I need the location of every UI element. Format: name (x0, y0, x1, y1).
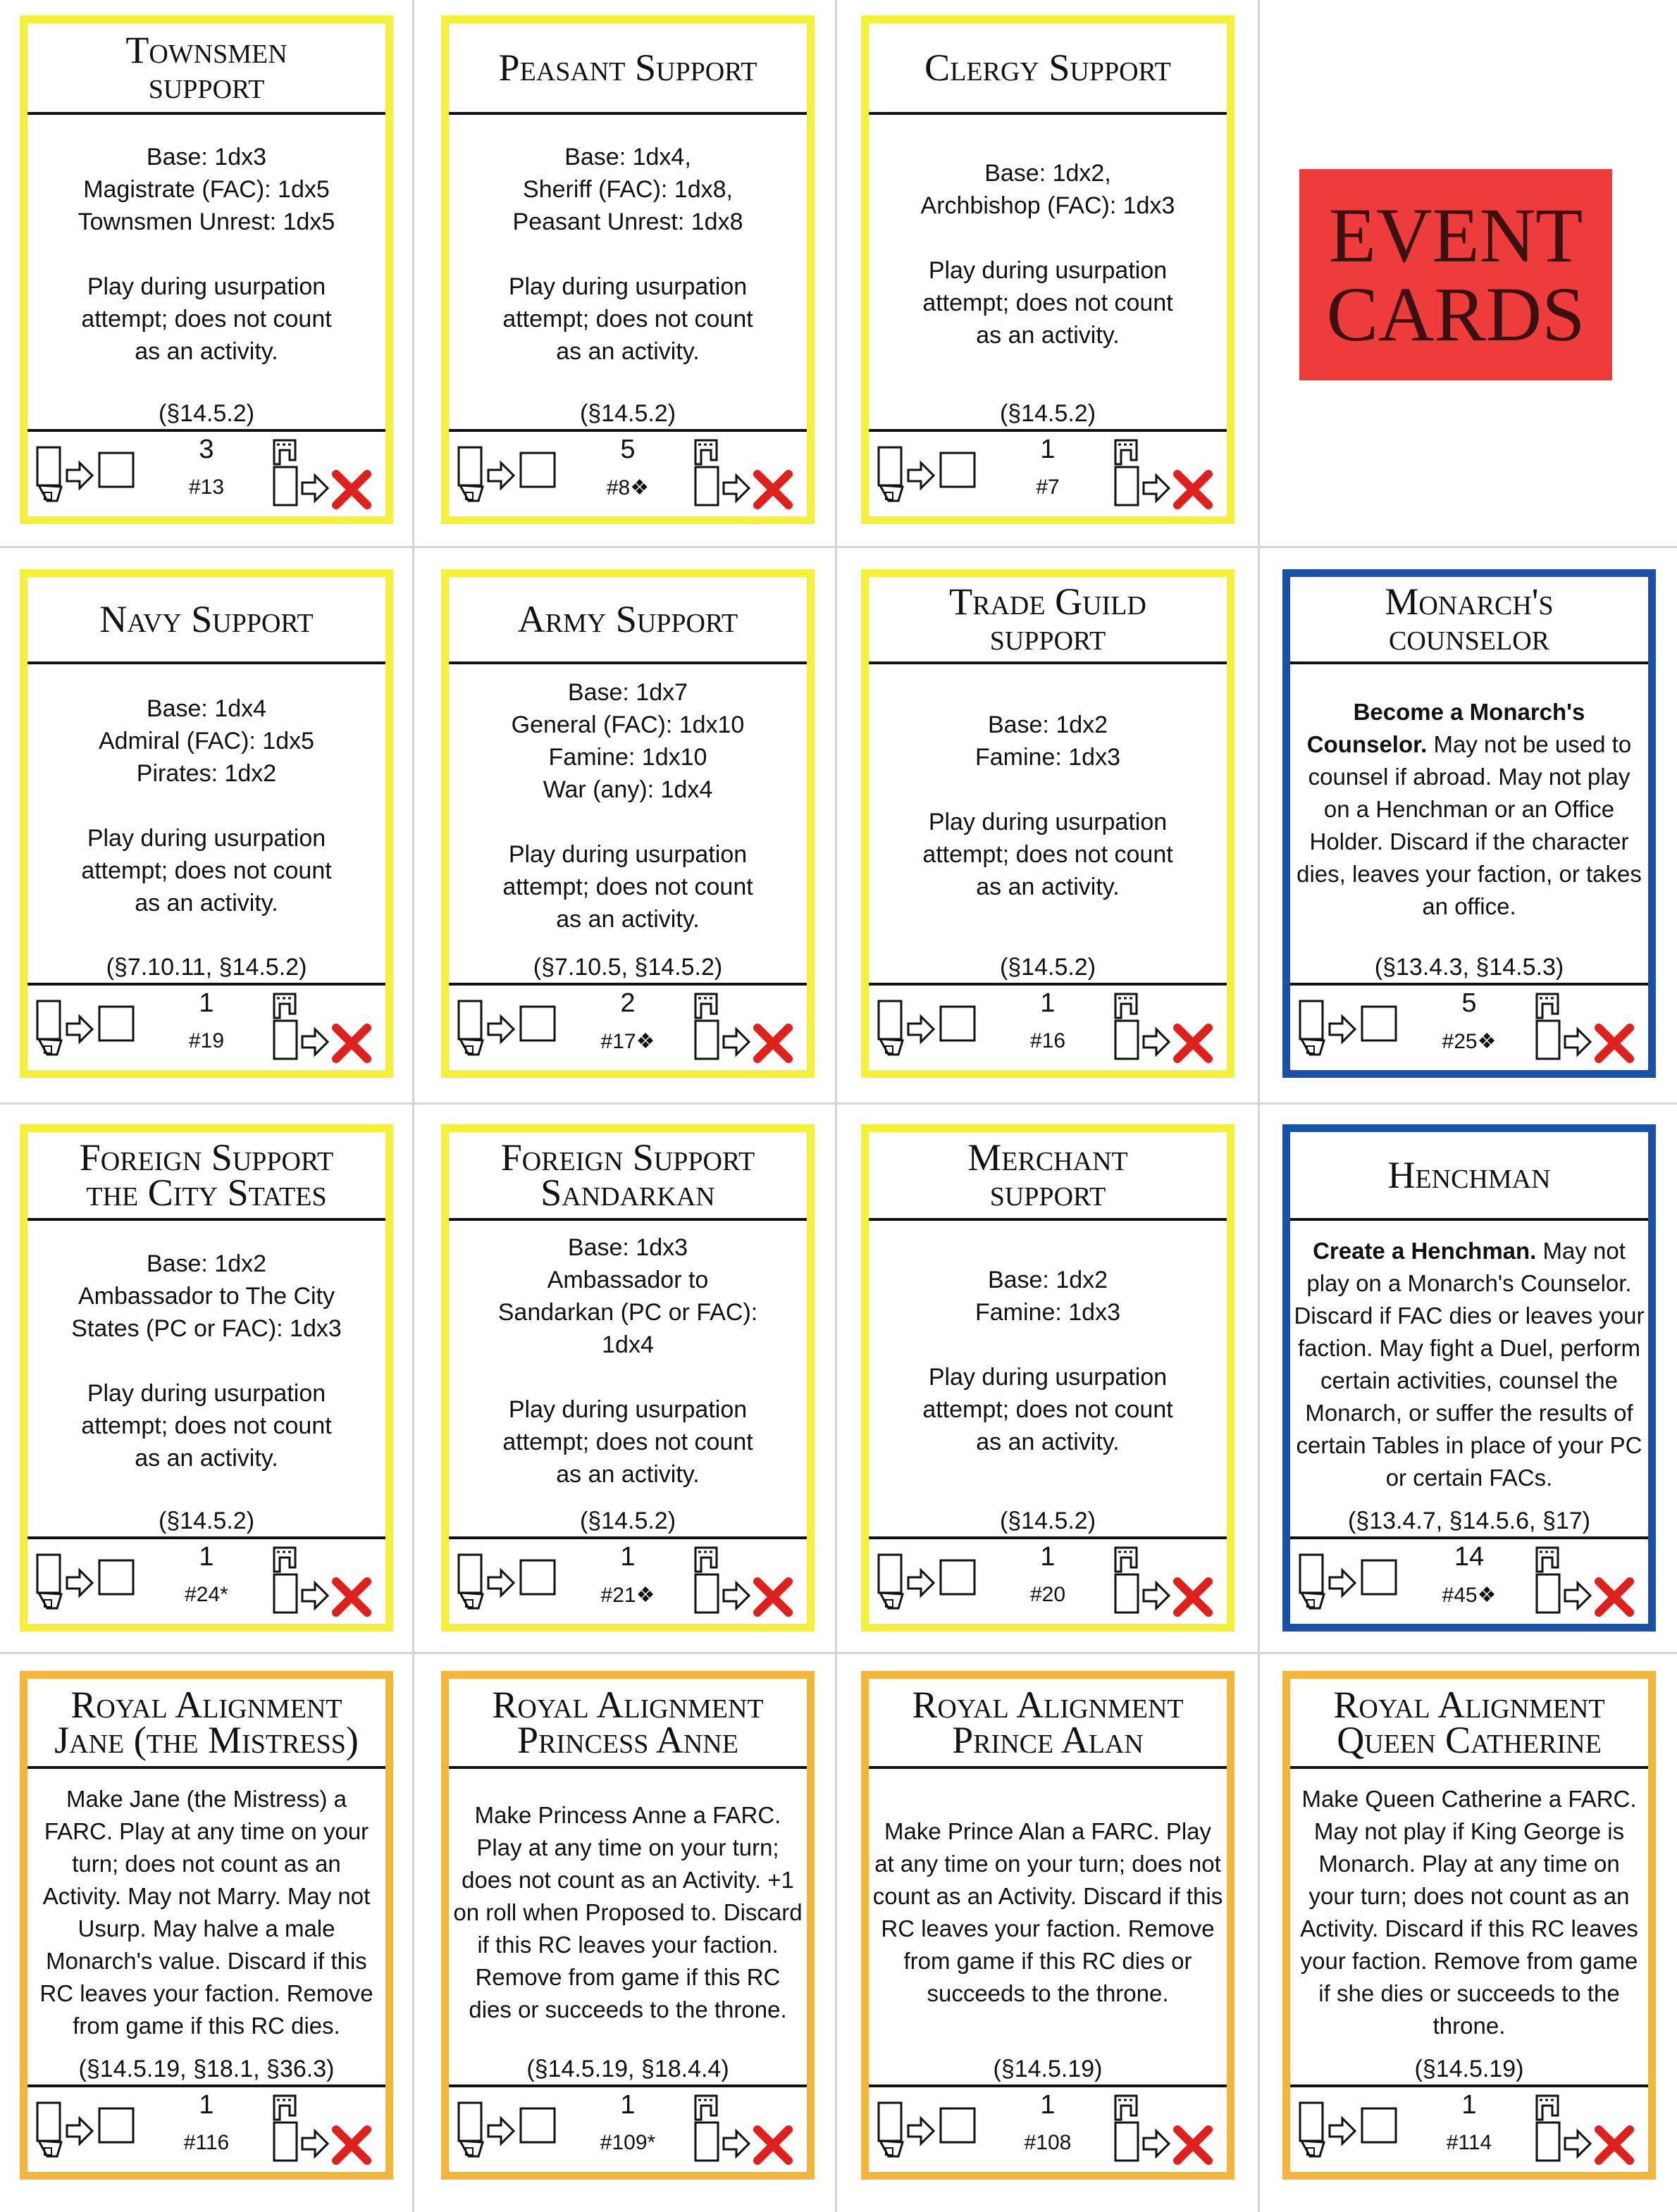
card-body (452, 1224, 804, 1498)
cut-line (1258, 0, 1260, 2212)
card-reference: (§14.5.2) (158, 1508, 255, 1534)
event-card (20, 1671, 393, 2180)
card-number: #45❖ (1442, 1584, 1497, 1607)
cut-line (0, 546, 1677, 548)
card-number: #17❖ (600, 1030, 655, 1053)
card-count: 14 (1454, 1542, 1485, 1572)
card-footer (449, 2084, 807, 2172)
card-title-line: Royal Alignment (912, 1684, 1184, 1726)
event-card (861, 1124, 1234, 1632)
card-title (449, 23, 807, 115)
card-reference: (§14.5.2) (999, 400, 1096, 427)
card-text: May not play on a Monarch's Counselor. Discard if FAC dies or leaves your faction. May fight a Duel, perform certain activities, counsel the Monarch, or suffer the results of certain Tables in place of your PC or certain FACs. (1294, 1238, 1645, 1491)
event-card (20, 569, 393, 1078)
event-card (441, 15, 815, 524)
discard-card-icon (1533, 1543, 1638, 1617)
card-body (1293, 667, 1645, 952)
card-text: Make Prince Alan a FARC. Play at any time on your turn; does not count as an Activity. Discard if this RC leaves your faction. Remove from game if this RC dies or succeeds to the throne. (872, 1818, 1223, 2006)
card-reference: (§14.5.19, §18.4.4) (526, 2056, 729, 2082)
card-number: #16 (1029, 1029, 1066, 1052)
event-card (441, 1124, 815, 1632)
card-footer (1290, 2084, 1648, 2172)
event-cards-line2: CARDS (1326, 271, 1585, 357)
discard-card-icon (1533, 990, 1638, 1063)
card-text: Base: 1dx2, Archbishop (FAC): 1dx3 (920, 160, 1175, 219)
card-title (1290, 1132, 1648, 1221)
card-title-line: Prince Alan (952, 1719, 1144, 1761)
card-title-line: the City States (86, 1172, 327, 1214)
card-text: Play during usurpation attempt; does not count as an activity. (502, 1396, 753, 1488)
card-text: Play during usurpation attempt; does not count as an activity. (81, 825, 332, 917)
card-title (1290, 1679, 1648, 1769)
card-body (30, 1772, 383, 2053)
card-title-line: Royal Alignment (1333, 1684, 1605, 1726)
card-title-line: Army Support (517, 598, 738, 640)
discard-card-icon (270, 1543, 376, 1617)
card-title (27, 1132, 385, 1221)
card-title (27, 577, 385, 664)
card-count: 1 (620, 2090, 636, 2120)
event-card (20, 15, 393, 524)
card-text: Base: 1dx2 Famine: 1dx3 (975, 1267, 1120, 1326)
card-title-line: Merchant (967, 1136, 1128, 1179)
card-count: 1 (1040, 2090, 1056, 2120)
event-card (20, 1124, 393, 1632)
card-text: Base: 1dx4 Admiral (FAC): 1dx5 Pirates: 1dx2 (98, 695, 315, 787)
card-footer (1290, 983, 1648, 1070)
discard-card-icon (691, 990, 797, 1063)
cut-line (412, 0, 414, 2212)
event-cards-line1: EVENT (1328, 192, 1583, 278)
card-count: 5 (620, 435, 636, 464)
card-title (27, 1679, 385, 1769)
event-card (441, 1671, 815, 2180)
card-body (30, 1224, 383, 1498)
card-number: #24* (185, 1583, 228, 1606)
card-title-line: Jane (the Mistress) (54, 1719, 359, 1761)
discard-card-icon (270, 436, 376, 509)
card-footer (1290, 1536, 1648, 1624)
card-number: #13 (188, 476, 225, 499)
card-title-line: counselor (1388, 616, 1550, 658)
discard-card-icon (1111, 990, 1217, 1063)
card-reference: (§14.5.19, §18.1, §36.3) (78, 2056, 335, 2082)
card-footer (869, 429, 1227, 516)
event-card (1282, 1671, 1656, 2180)
card-number: #21❖ (600, 1584, 655, 1607)
card-text: Base: 1dx3 Magistrate (FAC): 1dx5 Townsmen Unrest: 1dx5 (78, 144, 335, 235)
card-footer (27, 429, 385, 516)
event-card (441, 569, 815, 1078)
card-body (872, 667, 1224, 945)
card-footer (27, 2084, 385, 2172)
card-count: 1 (199, 2090, 214, 2120)
card-text: Play during usurpation attempt; does not count as an activity. (502, 273, 753, 365)
card-text: Base: 1dx7 General (FAC): 1dx10 Famine: 1dx10 War (any): 1dx4 (511, 679, 745, 803)
cut-line (0, 1102, 1677, 1105)
card-text: Play during usurpation attempt; does not count as an activity. (922, 809, 1173, 900)
card-reference: (§14.5.2) (579, 1508, 676, 1534)
card-number: #114 (1446, 2131, 1492, 2154)
card-count: 3 (199, 435, 214, 464)
card-title-line: Royal Alignment (70, 1684, 342, 1726)
card-body (1293, 1224, 1645, 1505)
card-reference: (§13.4.7, §14.5.6, §17) (1347, 1508, 1591, 1534)
card-reference: (§14.5.2) (999, 1508, 1096, 1534)
card-footer (869, 1536, 1227, 1624)
card-body (1293, 1772, 1645, 2053)
card-text: Base: 1dx3 Ambassador to Sandarkan (PC or FAC): 1dx4 (497, 1234, 758, 1358)
card-title-line: Royal Alignment (492, 1684, 764, 1726)
card-body (30, 118, 383, 391)
card-title-line: Foreign Support (500, 1136, 755, 1179)
card-title-line: Navy Support (99, 598, 314, 640)
card-body (872, 118, 1224, 391)
card-title-line: Clergy Support (924, 46, 1171, 89)
card-number: #8❖ (606, 476, 650, 499)
event-cards-header (1299, 169, 1612, 380)
card-title (869, 577, 1227, 664)
card-footer (449, 983, 807, 1070)
card-text: Base: 1dx2 Famine: 1dx3 (975, 712, 1120, 771)
event-card (1282, 1124, 1656, 1632)
card-lead: Become a Monarch's Counselor. (1306, 699, 1585, 757)
card-title (869, 1679, 1227, 1769)
card-title-line: Princess Anne (517, 1719, 738, 1761)
discard-card-icon (691, 2092, 797, 2165)
card-number: #25❖ (1442, 1030, 1497, 1053)
discard-card-icon (270, 990, 376, 1063)
discard-card-icon (1111, 1543, 1217, 1617)
card-number: #109* (600, 2131, 656, 2154)
card-number: #7 (1036, 476, 1060, 499)
card-reference: (§7.10.5, §14.5.2) (533, 954, 723, 981)
card-count: 5 (1461, 988, 1477, 1018)
card-title (869, 23, 1227, 115)
card-footer (869, 2084, 1227, 2172)
card-title (449, 1132, 807, 1221)
card-title-line: Foreign Support (79, 1136, 334, 1179)
card-number: #19 (188, 1029, 225, 1052)
card-text: May not be used to counsel if abroad. May not play on a Henchman or an Office Holder. Discard if the character dies, leaves your faction, or takes an office. (1297, 731, 1642, 919)
card-count: 1 (1040, 988, 1056, 1018)
card-reference: (§7.10.11, §14.5.2) (106, 954, 307, 981)
discard-card-icon (1533, 2092, 1638, 2165)
card-text: Play during usurpation attempt; does not count as an activity. (502, 841, 753, 933)
card-title (1290, 577, 1648, 664)
card-text: Make Queen Catherine a FARC. May not play if King George is Monarch. Play at any time on your turn; does not count as an Activity. Discard if this RC leaves your faction. Remove from game if she dies or succeeds to the throne. (1300, 1786, 1638, 2039)
card-title-line: support (148, 64, 265, 106)
card-number: #108 (1024, 2131, 1072, 2154)
card-count: 1 (1461, 2090, 1477, 2120)
card-title-line: support (989, 1172, 1106, 1214)
card-footer (27, 983, 385, 1070)
discard-card-icon (691, 436, 797, 509)
card-reference: (§14.5.2) (579, 400, 676, 427)
card-count: 1 (620, 1542, 636, 1572)
cut-line (0, 1652, 1677, 1654)
card-body (452, 118, 804, 391)
cut-line (835, 0, 837, 2212)
card-text: Play during usurpation attempt; does not count as an activity. (81, 273, 332, 365)
card-title-line: support (989, 616, 1106, 658)
card-title-line: Henchman (1387, 1154, 1551, 1196)
discard-card-icon (1111, 2092, 1217, 2165)
discard-card-icon (691, 1543, 797, 1617)
card-count: 1 (1040, 1542, 1056, 1572)
card-text: Make Jane (the Mistress) a FARC. Play at any time on your turn; does not count as an Activity. May not Marry. May not Usurp. May halve a male Monarch's value. Discard if this RC leaves your faction. Remove from game if this RC dies. (39, 1786, 373, 2039)
card-title-line: Trade Guild (949, 580, 1146, 623)
discard-card-icon (1111, 436, 1217, 509)
card-body (872, 1224, 1224, 1498)
card-title (449, 577, 807, 664)
card-title (869, 1132, 1227, 1221)
event-card (861, 569, 1234, 1078)
card-footer (869, 983, 1227, 1070)
card-reference: (§14.5.19) (993, 2056, 1103, 2082)
card-number: #20 (1029, 1583, 1066, 1606)
card-text: Make Princess Anne a FARC. Play at any time on your turn; does not count as an Activity. +1 on roll when Proposed to. Discard if this RC leaves your faction. Remove from game if this RC dies or succeeds to the throne. (453, 1802, 803, 2023)
card-count: 1 (1040, 435, 1056, 464)
card-title-line: Peasant Support (498, 46, 757, 89)
card-number: #116 (183, 2131, 230, 2154)
card-text: Play during usurpation attempt; does not count as an activity. (922, 1364, 1173, 1455)
card-body (452, 667, 804, 945)
card-lead: Create a Henchman. (1313, 1238, 1537, 1264)
discard-card-icon (270, 2092, 376, 2165)
card-title (27, 23, 385, 115)
event-card (861, 1671, 1234, 2180)
card-reference: (§14.5.2) (999, 954, 1096, 981)
card-title-line: Sandarkan (540, 1172, 715, 1214)
card-footer (449, 1536, 807, 1624)
card-reference: (§13.4.3, §14.5.3) (1374, 954, 1564, 981)
card-reference: (§14.5.2) (158, 400, 255, 427)
card-title-line: Townsmen (125, 29, 287, 71)
card-footer (27, 1536, 385, 1624)
card-count: 1 (199, 1542, 214, 1572)
card-body (30, 667, 383, 945)
card-count: 1 (199, 988, 214, 1018)
card-text: Base: 1dx2 Ambassador to The City States (PC or FAC): 1dx3 (71, 1250, 342, 1342)
event-card (861, 15, 1234, 524)
card-text: Base: 1dx4, Sheriff (FAC): 1dx8, Peasant Unrest: 1dx8 (512, 144, 743, 235)
card-reference: (§14.5.19) (1414, 2056, 1524, 2082)
card-title (449, 1679, 807, 1769)
card-count: 2 (620, 988, 636, 1018)
card-body (452, 1772, 804, 2053)
card-footer (449, 429, 807, 516)
card-body (872, 1772, 1224, 2053)
card-text: Play during usurpation attempt; does not count as an activity. (922, 257, 1173, 349)
card-text: Play during usurpation attempt; does not count as an activity. (81, 1380, 332, 1472)
event-card (1282, 569, 1656, 1078)
card-title-line: Queen Catherine (1337, 1719, 1602, 1761)
card-title-line: Monarch's (1385, 580, 1554, 623)
